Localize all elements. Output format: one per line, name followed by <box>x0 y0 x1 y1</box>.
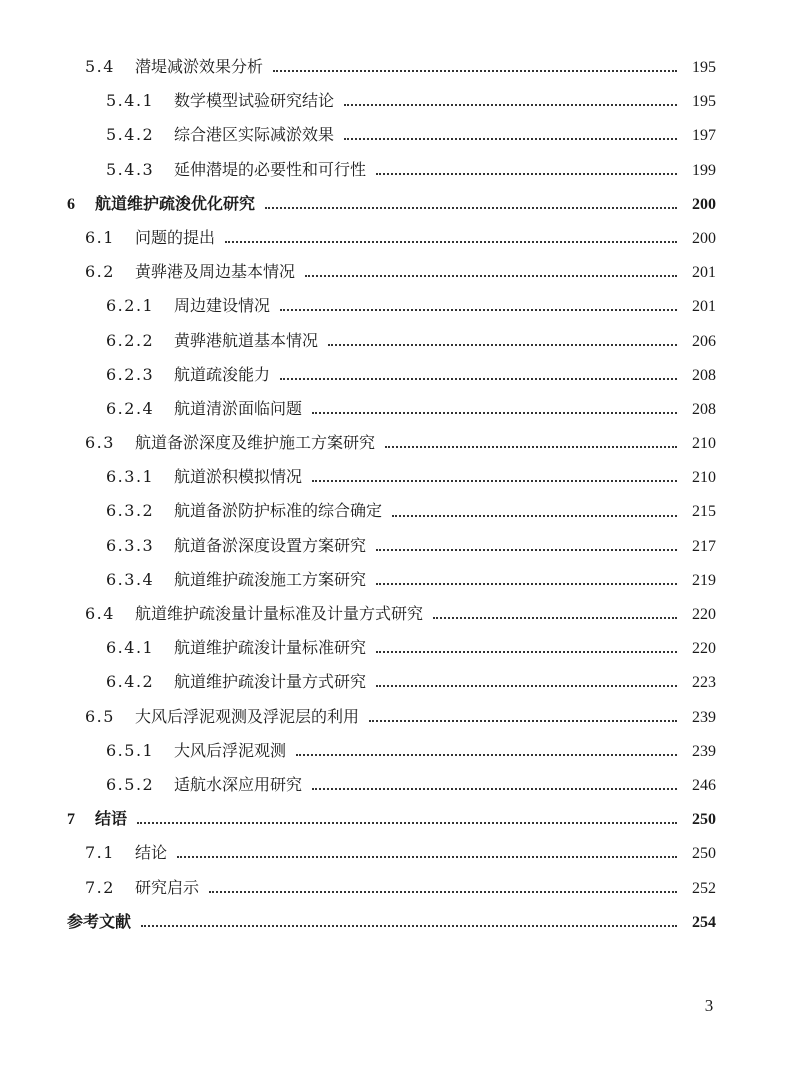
dot-leader <box>376 583 677 585</box>
toc-entry-title: 结论 <box>135 843 168 863</box>
dot-leader <box>312 480 677 482</box>
dot-leader <box>280 309 677 311</box>
toc-entry-number: 6.5.2 <box>106 774 155 794</box>
toc-entry <box>0 529 790 563</box>
toc-entry <box>0 563 790 597</box>
toc-entry-number: 7.1 <box>85 843 115 863</box>
toc-entry-number: 6.2.4 <box>106 398 155 418</box>
toc-entry-number: 6.5 <box>85 706 115 726</box>
toc-entry-number: 6.3.3 <box>106 535 155 555</box>
toc-entry-title: 研究启示 <box>135 877 200 897</box>
dot-leader <box>385 446 677 448</box>
toc-entry-title: 综合港区实际减淤效果 <box>174 125 335 145</box>
dot-leader <box>265 207 677 209</box>
toc-entry-page: 208 <box>692 400 716 418</box>
toc-entry <box>0 700 790 734</box>
dot-leader <box>376 685 677 687</box>
toc-entry-title: 航道备淤防护标准的综合确定 <box>174 501 383 521</box>
toc-entry <box>0 324 790 358</box>
toc-entry <box>0 255 790 289</box>
toc-entry-page: 210 <box>692 469 716 487</box>
toc-entry-page: 199 <box>692 161 716 179</box>
toc-entry-number: 6.3.2 <box>106 501 155 521</box>
toc-entry-title: 黄骅港航道基本情况 <box>174 330 319 350</box>
toc-entry <box>0 187 790 221</box>
dot-leader <box>369 720 677 722</box>
toc-entry-number: 6.4.1 <box>106 638 155 658</box>
toc-entry-number: 6.1 <box>85 227 115 247</box>
toc-entry-number: 6.2.2 <box>106 330 155 350</box>
toc-entry-number: 5.4 <box>85 57 115 76</box>
toc-entry-number: 6.2 <box>85 262 115 282</box>
toc-entry-title: 问题的提出 <box>135 227 216 247</box>
toc-entry <box>0 426 790 460</box>
toc-entry <box>0 289 790 323</box>
toc-entry-page: 201 <box>692 264 716 282</box>
dot-leader <box>312 788 677 790</box>
toc-entry-number: 6.5.1 <box>106 740 155 760</box>
toc-entry-number: 6.3.4 <box>106 569 155 589</box>
toc-entry-number: 6.4.2 <box>106 672 155 692</box>
toc-entry <box>0 871 790 905</box>
toc-entry-page: 210 <box>692 435 716 453</box>
toc-entry-number: 7 <box>67 811 77 829</box>
toc-entry-title: 潜堤减淤效果分析 <box>135 57 264 76</box>
dot-leader <box>273 70 677 72</box>
toc-entry-number: 6.2.1 <box>106 296 155 316</box>
table-of-contents <box>0 50 790 939</box>
toc-entry <box>0 494 790 528</box>
toc-entry-title: 航道备淤深度及维护施工方案研究 <box>135 433 376 453</box>
toc-entry-title: 航道维护疏浚施工方案研究 <box>174 569 367 589</box>
dot-leader <box>344 138 677 140</box>
page-number: 3 <box>704 996 714 1015</box>
toc-entry <box>0 905 790 939</box>
toc-entry-title: 航道备淤深度设置方案研究 <box>174 535 367 555</box>
toc-entry <box>0 734 790 768</box>
toc-entry-page: 246 <box>692 776 716 794</box>
toc-entry-title: 结语 <box>95 809 128 829</box>
toc-entry-number: 6.2.3 <box>106 364 155 384</box>
toc-entry-title: 延伸潜堤的必要性和可行性 <box>174 159 367 179</box>
toc-entry-title: 适航水深应用研究 <box>174 774 303 794</box>
toc-entry <box>0 221 790 255</box>
toc-entry-page: 239 <box>692 742 716 760</box>
toc-entry-title: 大风后浮泥观测 <box>174 740 287 760</box>
dot-leader <box>141 925 677 927</box>
toc-entry-number: 6 <box>67 195 77 213</box>
toc-entry-page: 239 <box>692 708 716 726</box>
toc-entry <box>0 631 790 665</box>
dot-leader <box>392 515 677 517</box>
toc-entry <box>0 836 790 870</box>
toc-entry <box>0 153 790 187</box>
toc-entry-page: 201 <box>692 298 716 316</box>
toc-entry <box>0 392 790 426</box>
dot-leader <box>280 378 677 380</box>
dot-leader <box>344 104 677 106</box>
toc-entry <box>0 665 790 699</box>
toc-entry-number: 5.4.2 <box>106 125 155 145</box>
toc-entry-page: 252 <box>692 879 716 897</box>
dot-leader <box>225 241 677 243</box>
toc-entry <box>0 50 790 84</box>
toc-entry-page: 219 <box>692 571 716 589</box>
toc-entry-page: 195 <box>692 59 716 76</box>
toc-entry-page: 220 <box>692 640 716 658</box>
toc-entry-page: 195 <box>692 93 716 111</box>
toc-entry-page: 208 <box>692 366 716 384</box>
toc-entry-page: 250 <box>692 811 716 829</box>
toc-entry-title: 航道维护疏浚计量标准研究 <box>174 638 367 658</box>
toc-entry-page: 215 <box>692 503 716 521</box>
toc-entry <box>0 358 790 392</box>
toc-entry-page: 206 <box>692 332 716 350</box>
toc-entry <box>0 768 790 802</box>
toc-entry-page: 254 <box>692 913 716 931</box>
dot-leader <box>209 891 677 893</box>
toc-entry-title: 大风后浮泥观测及浮泥层的利用 <box>135 706 360 726</box>
dot-leader <box>376 549 677 551</box>
toc-entry-title: 航道维护疏浚量计量标准及计量方式研究 <box>135 604 424 623</box>
toc-entry-title: 航道淤积模拟情况 <box>174 467 303 487</box>
toc-entry <box>0 460 790 494</box>
dot-leader <box>137 822 677 824</box>
dot-leader <box>305 275 677 277</box>
dot-leader <box>296 754 677 756</box>
toc-entry-number: 7.2 <box>85 877 115 897</box>
toc-entry-title: 航道疏浚能力 <box>174 364 271 384</box>
toc-entry <box>0 597 790 631</box>
dot-leader <box>376 651 677 653</box>
toc-entry-title: 数学模型试验研究结论 <box>174 91 335 111</box>
toc-entry-number: 6.3.1 <box>106 467 155 487</box>
toc-entry-page: 223 <box>692 674 716 692</box>
toc-entry-number: 5.4.1 <box>106 91 155 111</box>
toc-entry-title: 航道维护疏浚计量方式研究 <box>174 672 367 692</box>
toc-entry-page: 200 <box>692 229 716 247</box>
toc-entry-title: 航道维护疏浚优化研究 <box>95 193 256 213</box>
toc-entry-number: 5.4.3 <box>106 159 155 179</box>
toc-entry <box>0 84 790 118</box>
dot-leader <box>312 412 677 414</box>
toc-entry-number: 6.4 <box>85 604 115 623</box>
toc-entry-title: 周边建设情况 <box>174 296 271 316</box>
toc-entry-page: 220 <box>692 606 716 623</box>
dot-leader <box>433 617 677 619</box>
toc-entry <box>0 802 790 836</box>
toc-entry-title: 黄骅港及周边基本情况 <box>135 262 296 282</box>
dot-leader <box>328 344 677 346</box>
toc-entry-number: 6.3 <box>85 433 115 453</box>
toc-entry-page: 200 <box>692 195 716 213</box>
toc-entry-page: 197 <box>692 127 716 145</box>
dot-leader <box>376 173 677 175</box>
dot-leader <box>177 856 677 858</box>
toc-entry <box>0 118 790 152</box>
toc-entry-title: 参考文献 <box>67 911 132 931</box>
toc-entry-page: 217 <box>692 537 716 555</box>
toc-entry-title: 航道清淤面临问题 <box>174 398 303 418</box>
toc-entry-page: 250 <box>692 845 716 863</box>
